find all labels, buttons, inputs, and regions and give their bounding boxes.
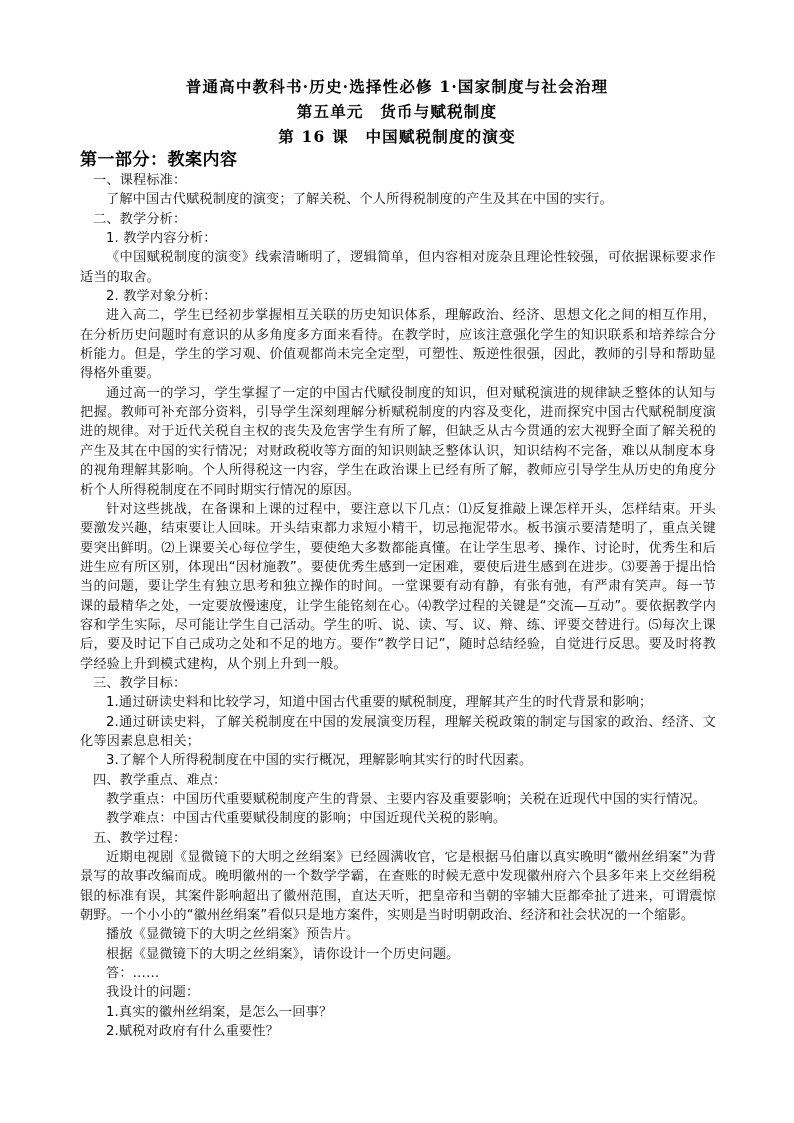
student-analysis-paragraph-1: 进入高二，学生已经初步掌握相互关联的历史知识体系，理解政治、经济、思想文化之间的相互作用，在分析历史问题时有意识的从多角度多方面来看待。在教学时，应该注意强化学生的知识联系和培养综合分析能力。但是，学生的学习观、价值观都尚未完全定型，可塑性、叛逆性很强，因此，教师的引导和帮助显得格外重要。 [80,308,716,382]
goal-item-2: 2.通过研读史料，了解关税制度在中国的发展演变历程，理解关税政策的制定与国家的政治、经济、文化等因素息息相关； [80,714,716,749]
question-item-1: 1.真实的徽州丝绢案，是怎么一回事？ [106,1004,333,1020]
difficulty-text: 教学难点：中国古代重要赋役制度的影响；中国近现代关税的影响。 [106,811,507,827]
section-heading-keypoints: 四、教学重点、难点： [93,772,227,788]
standards-text: 了解中国古代赋税制度的演变；了解关税、个人所得税制度的产生及其在中国的实行。 [106,192,613,208]
content-analysis-text: 《中国赋税制度的演变》线索清晰明了，逻辑简单，但内容相对庞杂且理论性较强，可依据课标要求作适当的取舍。 [80,250,716,285]
goal-item-3: 3.了解个人所得税制度在中国的实行概况，理解影响其实行的时代因素。 [106,753,533,769]
goal-item-1: 1.通过研读史料和比较学习，知道中国古代重要的赋税制度，理解其产生的时代背景和影响； [106,695,653,711]
part-heading: 第一部分：教案内容 [80,150,238,170]
answer-line: 答：…… [106,966,160,982]
section-heading-process: 五、教学过程： [93,830,187,846]
key-point-text: 教学重点：中国历代重要赋税制度产生的背景、主要内容及重要影响；关税在近现代中国的实行情况。 [106,792,707,807]
process-paragraph-2: 播放《显微镜下的大明之丝绢案》预告片。 [106,927,360,943]
unit-title: 第五单元 货币与赋税制度 [296,102,498,121]
section-heading-standards: 一、课程标准： [93,173,187,188]
subheading-student-analysis: 2. 教学对象分析： [106,289,217,305]
section-heading-analysis: 二、教学分析： [93,211,187,227]
process-paragraph-1: 近期电视剧《显微镜下的大明之丝绢案》已经圆满收官，它是根据马伯庸以真实晚明“徽州丝绢案”为背景写的故事改编而成。晚明徽州的一个数学学霸，在查账的时候无意中发现徽州府六个县多年来上交丝绢税银的标准有误，其案件影响超出了徽州范围，直达天听，把皇帝和当朝的宰辅大臣都牵扯了进来，可谓震惊朝野。一个小小的“徽州丝绢案”看似只是地方案件，实则是当时明朝政治、经济和社会状况的一个缩影。 [80,850,716,924]
student-analysis-paragraph-2: 通过高一的学习，学生掌握了一定的中国古代赋役制度的知识，但对赋税演进的规律缺乏整体的认知与把握。教师可补充部分资料，引导学生深刻理解分析赋税制度的内容及变化，进而探究中国古代赋税制度演进的规律。对于近代关税自主权的丧失及危害学生有所了解，但缺乏从古今贯通的宏大视野全面了解关税的产生及其在中国的实行情况；对财政税收等方面的知识则缺乏整体认识，知识结构不完备，难以从制度本身的视角理解其影响。个人所得税这一内容，学生在政治课上已经有所了解，教师应引导学生从历史的角度分析个人所得税制度在不同时期实行情况的原因。 [80,385,716,498]
process-paragraph-3: 根据《显微镜下的大明之丝绢案》，请你设计一个历史问题。 [106,946,460,962]
lesson-title: 第 16 课 中国赋税制度的演变 [278,127,516,146]
question-item-2: 2.赋税对政府有什么重要性？ [106,1024,279,1040]
my-questions-heading: 我设计的问题： [106,985,200,1001]
subheading-content-analysis: 1. 教学内容分析： [106,231,217,247]
student-analysis-paragraph-3: 针对这些挑战，在备课和上课的过程中，要注意以下几点：⑴反复推敲上课怎样开头，怎样结束。开头要激发兴趣，结束要让人回味。开头结束都力求短小精干，切忌拖泥带水。板书演示要清楚明了，重点关键要突出鲜明。⑵上课要关心每位学生，要使绝大多数都能真懂。在让学生思考、操作、讨论时，优秀生和后进生应有所区别，体现出“因材施教”。要使优秀生感到一定困难，要使后进生感到在进步。⑶要善于提出恰当的问题，要让学生有独立思考和独立操作的时间。一堂课要有动有静，有张有弛，有严肃有笑声。每一节课的最精华之处，一定要放慢速度，让学生能铭刻在心。⑷教学过程的关键是“交流—互动”。要依据教学内容和学生实际，尽可能让学生自己活动。学生的听、说、读、写、议、辩、练、评要交替进行。⑸每次上课后，要及时记下自己成功之处和不足的地方。要作“教学日记”，随时总结经验，自觉进行反思。要及时将教学经验上升到模式建构，从个别上升到一般。 [80,501,716,672]
book-title: 普通高中教科书·历史·选择性必修 1·国家制度与社会治理 [185,77,609,96]
lesson-plan-body [80,171,716,1041]
section-heading-goals: 三、教学目标： [93,675,187,691]
